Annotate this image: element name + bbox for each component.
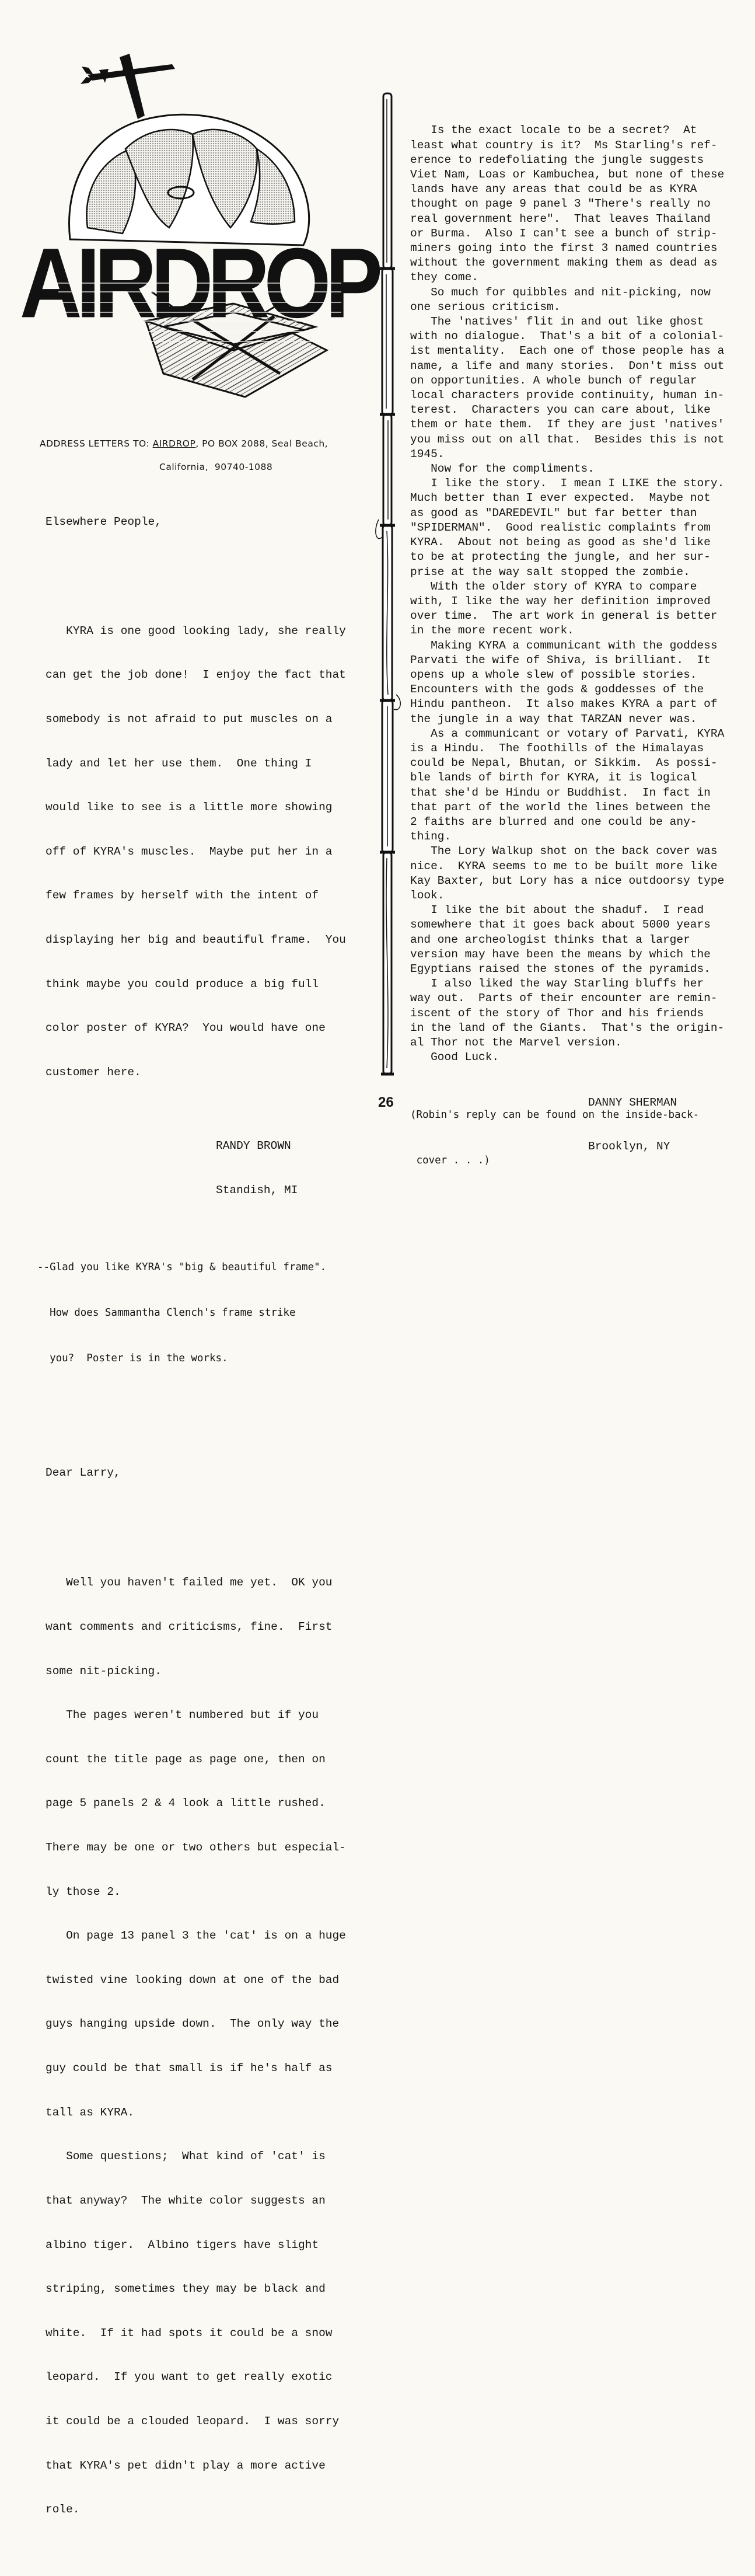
letter2-line: tall as KYRA. (46, 2106, 135, 2119)
letter2-line: twisted vine looking down at one of the bad (46, 1973, 340, 1986)
letter1-greeting: Elsewhere People, (46, 515, 162, 529)
right-column-line: I like the bit about the shaduf. I read (410, 904, 704, 917)
letter1-line: would like to see is a little more showing (46, 801, 333, 814)
right-column-line: Parvati the wife of Shiva, is brilliant. It (410, 653, 711, 667)
right-column-line: Much better than I ever expected. Maybe not (410, 492, 711, 505)
right-column-line: you miss out on all that. Besides this is not (410, 433, 725, 446)
letter2-body (46, 1546, 372, 2547)
page-number: 26 (378, 1094, 394, 1110)
airdrop-title (20, 228, 380, 341)
parachute-icon (69, 114, 309, 245)
reply-line: you? Poster is in the works. (37, 1353, 228, 1365)
right-column-line: Encounters with the gods & goddesses of the (410, 683, 704, 696)
right-column-line: lands have any areas that could be as KYRA (410, 183, 697, 196)
right-column-line: Hindu pantheon. It also makes KYRA a part of (410, 698, 718, 711)
right-column-line: terest. Characters you can care about, like (410, 403, 711, 417)
letter2-line: role. (46, 2503, 80, 2516)
letter2-line: The pages weren't numbered but if you (46, 1709, 319, 1722)
right-column-line: with no dialogue. That's a bit of a colonial- (410, 330, 725, 343)
right-column-line: real government here". That leaves Thailand (410, 212, 711, 225)
letter2-line: Well you haven't failed me yet. OK you (46, 1576, 333, 1589)
letter1-line: can get the job done! I enjoy the fact that (46, 668, 346, 682)
right-column (410, 94, 749, 1184)
right-column-line: could be Nepal, Bhutan, or Sikkim. As possi- (410, 757, 718, 770)
right-column-line: Now for the compliments. (410, 462, 595, 476)
letter1-signature-place: Standish, MI (216, 1183, 298, 1197)
right-column-line: al Thor not the Marvel version. (410, 1036, 622, 1049)
right-column-line: KYRA. About not being as good as she'd like (410, 536, 711, 549)
letter1-line: think maybe you could produce a big full (46, 977, 319, 991)
right-column-line: The Lory Walkup shot on the back cover was (410, 845, 718, 858)
right-column-line: So much for quibbles and nit-picking, now (410, 285, 711, 299)
letter2-greeting: Dear Larry, (46, 1466, 121, 1479)
airdrop-logo-illustration (0, 47, 378, 374)
letter1-editor-reply (37, 1229, 372, 1396)
right-column-line: Kay Baxter, but Lory has a nice outdoorsy type (410, 874, 725, 887)
right-column-line: Egyptians raised the stones of the pyramids. (410, 962, 711, 975)
letter2-line: leopard. If you want to get really exotic (46, 2371, 333, 2384)
letter2-line: page 5 panels 2 & 4 look a little rushed. (46, 1797, 326, 1810)
letter2-line: that KYRA's pet didn't play a more active (46, 2459, 326, 2472)
right-column-line: nice. KYRA seems to me to be built more like (410, 859, 718, 873)
letter2-line: striping, sometimes they may be black and (46, 2282, 326, 2296)
letter2-line: ly those 2. (46, 1885, 121, 1898)
right-column-line: way out. Parts of their encounter are remin- (410, 992, 718, 1005)
right-column-line: in the more recent work. (410, 624, 574, 637)
letter2-line: guys hanging upside down. The only way the (46, 2017, 340, 2031)
bamboo-divider (370, 88, 406, 1092)
right-column-line: opens up a whole slew of possible stories. (410, 668, 697, 681)
right-column-line: to be at protecting the jungle, and her sur- (410, 550, 711, 564)
right-column-line: or Burma. Also I can't see a bunch of strip- (410, 226, 718, 240)
reply-line: cover . . .) (410, 1155, 490, 1166)
letter1-line: KYRA is one good looking lady, she really (46, 624, 346, 637)
right-column-line: I also liked the way Starling bluffs her (410, 977, 704, 991)
right-column-line: miners going into the first 3 named countries (410, 242, 718, 255)
letter1-line: color poster of KYRA? You would have one (46, 1022, 326, 1035)
right-column-line: the jungle in a way that TARZAN never was. (410, 712, 697, 726)
right-column-line: on opportunities. A whole bunch of regular (410, 374, 697, 387)
address-line-2: California, 90740-1088 (159, 462, 273, 472)
letter1-line: lady and let her use them. One thing I (46, 757, 312, 770)
right-column-line: and one archeologist thinks that a larger (410, 933, 690, 946)
reply-line: (Robin's reply can be found on the inside-back- (410, 1109, 700, 1121)
right-column-line: iscent of the story of Thor and his friends (410, 1006, 704, 1020)
right-column-line: without the government making them as dead as (410, 256, 718, 270)
right-column-line: is a Hindu. The foothills of the Himalayas (410, 741, 704, 755)
right-column-line: they come. (410, 271, 479, 284)
right-column-line: erence to redefoliating the jungle suggests (410, 153, 704, 166)
letter2-signature-place: Brooklyn, NY (588, 1140, 670, 1153)
letter2-line: want comments and criticisms, fine. First (46, 1620, 333, 1633)
right-column-line: thought on page 9 panel 3 "There's really no (410, 197, 711, 211)
address-magazine-name: AIRDROP (152, 438, 196, 449)
right-column-line: ble lands of birth for KYRA, it is logical (410, 771, 697, 785)
right-column-line: thing. (410, 830, 452, 843)
right-column-line: I like the story. I mean I LIKE the story. (410, 477, 725, 490)
letter1-body (46, 594, 372, 1109)
letter2-line: that anyway? The white color suggests an (46, 2194, 326, 2207)
letter2-signature-name: DANNY SHERMAN (588, 1096, 677, 1109)
right-column-line: with, I like the way her definition improved (410, 594, 711, 608)
right-column-line: over time. The art work in general is better (410, 609, 718, 623)
right-column-line: in the land of the Giants. That's the origin- (410, 1021, 725, 1034)
letter1-line: customer here. (46, 1065, 141, 1079)
letter2-editor-reply (410, 1077, 749, 1198)
right-column-line: look. (410, 888, 445, 902)
right-column-line: Making KYRA a communicant with the goddess (410, 639, 718, 652)
right-column-line: that part of the world the lines between the (410, 800, 711, 814)
letter2-line: guy could be that small is if he's half as (46, 2062, 333, 2075)
right-column-line: Good Luck. (410, 1051, 499, 1064)
right-column-line: them or hate them. If they are just 'natives' (410, 418, 725, 431)
letter2-line: albino tiger. Albino tigers have slight (46, 2238, 319, 2251)
letter1-line: somebody is not afraid to put muscles on a (46, 713, 333, 726)
letter2-line: count the title page as page one, then on (46, 1752, 326, 1766)
right-column-line: 1945. (410, 447, 445, 461)
airplane-icon (81, 54, 175, 119)
right-column-line: local characters provide continuity, human in- (410, 389, 725, 402)
right-column-line: As a communicant or votary of Parvati, KYRA (410, 727, 725, 740)
letter2-line: Some questions; What kind of 'cat' is (46, 2150, 326, 2163)
right-column-line: version may have been the means by which the (410, 947, 711, 961)
right-column-line: "SPIDERMAN". Good realistic complaints from (410, 521, 711, 534)
address-line-1: ADDRESS LETTERS TO: AIRDROP, PO BOX 2088, Seal Beach, (40, 438, 328, 449)
right-column-line: Viet Nam, Loas or Kambuchea, but none of these (410, 168, 725, 182)
right-column-line: as good as "DAREDEVIL" but far better than (410, 506, 697, 520)
letter1-line: displaying her big and beautiful frame. You (46, 933, 346, 947)
letter2-line: it could be a clouded leopard. I was sorry (46, 2414, 340, 2428)
letter2-continued-body (410, 123, 749, 1065)
reply-line: How does Sammantha Clench's frame strike (37, 1307, 296, 1319)
letter1-line: off of KYRA's muscles. Maybe put her in a (46, 845, 333, 858)
right-column-line: Is the exact locale to be a secret? At (410, 124, 697, 137)
reply-line: --Glad you like KYRA's "big & beautiful frame". (37, 1261, 327, 1274)
letter2-line: white. If it had spots it could be a snow (46, 2326, 333, 2340)
airdrop-logo-text: AIRDROP (19, 227, 378, 339)
right-column-line: least what country is it? Ms Starling's ref- (410, 138, 718, 152)
letter2-line: some nit-picking. (46, 1664, 162, 1678)
right-column-line: The 'natives' flit in and out like ghost (410, 315, 704, 329)
right-column-line: one serious criticism. (410, 300, 561, 313)
address-block (40, 432, 366, 479)
right-column-line: name, a life and many stories. Don't miss out (410, 359, 725, 372)
letter2-line: There may be one or two others but especial- (46, 1841, 346, 1855)
right-column-line: 2 faiths are blurred and one could be any- (410, 815, 697, 828)
right-column-line: somewhere that it goes back about 5000 years (410, 918, 711, 932)
right-column-line: ist mentality. Each one of those people has a (410, 344, 725, 358)
letter1-line: few frames by herself with the intent of (46, 889, 319, 902)
right-column-line: that she'd be Hindu or Buddhist. In fact in (410, 786, 711, 799)
letter2-line: On page 13 panel 3 the 'cat' is on a huge (46, 1929, 346, 1943)
left-column (37, 486, 372, 2576)
right-column-line: prise at the way salt stopped the zombie. (410, 565, 690, 578)
letter1-signature-name: RANDY BROWN (216, 1139, 291, 1152)
right-column-line: With the older story of KYRA to compare (410, 580, 697, 593)
